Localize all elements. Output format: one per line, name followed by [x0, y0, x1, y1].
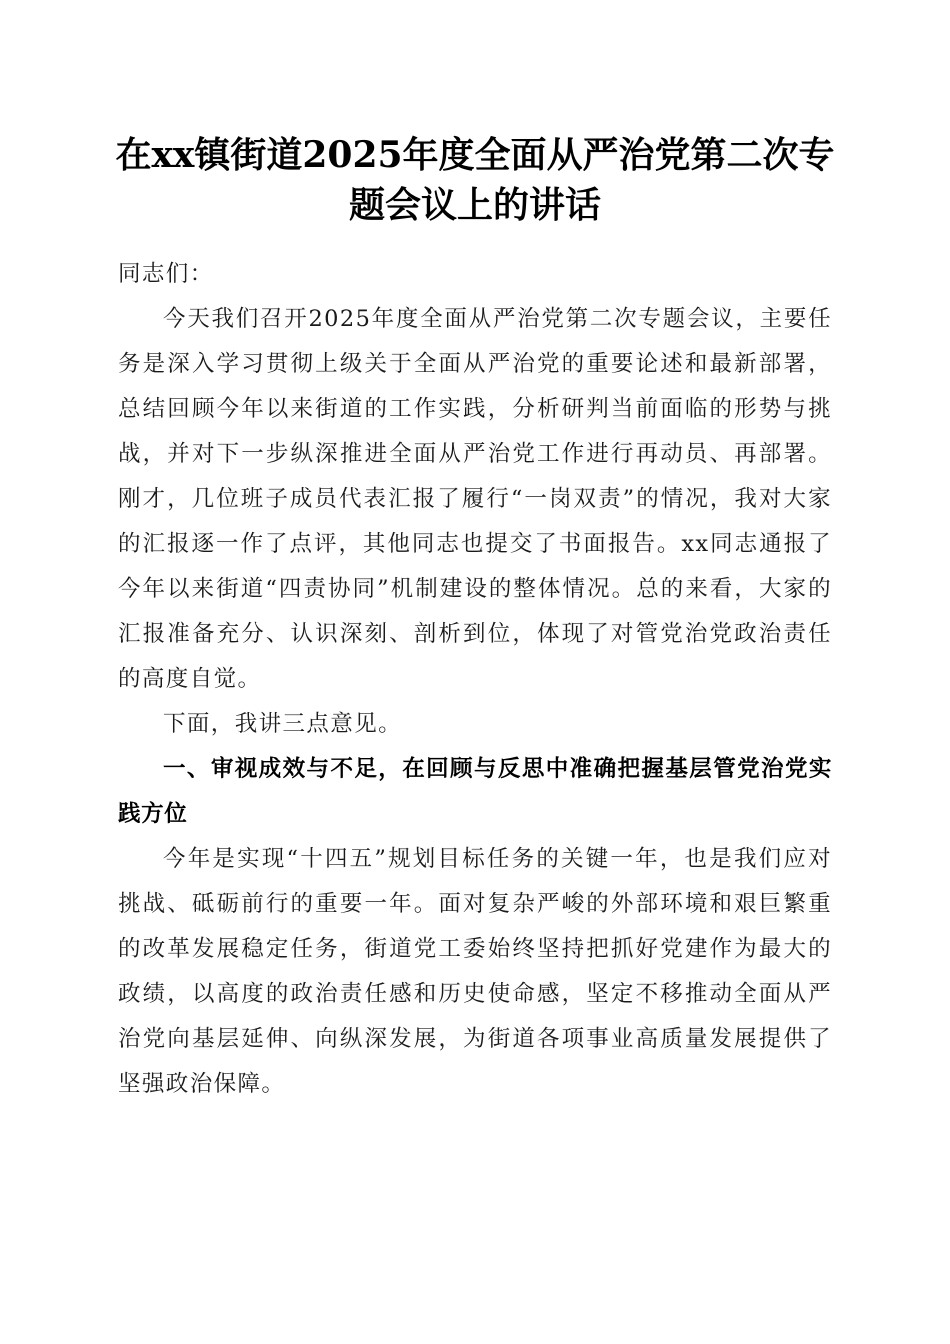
document-title: 在xx镇街道2025年度全面从严治党第二次专题会议上的讲话 [115, 134, 835, 226]
paragraph-section-1: 今年是实现“十四五”规划目标任务的关键一年，也是我们应对挑战、砥砺前行的重要一年。面对复杂严峻的外部环境和艰巨繁重的改革发展稳定任务，街道党工委始终坚持把抓好党建作为最大的政绩，以高度的政治责任感和历史使命感，坚定不移推动全面从严治党向基层延伸、向纵深发展，为街道各项事业高质量发展提供了坚强政治保障。 [118, 846, 832, 1097]
document-body [118, 252, 832, 1107]
paragraph-transition: 下面，我讲三点意见。 [163, 711, 403, 737]
section-heading-1: 一、审视成效与不足，在回顾与反思中准确把握基层管党治党实践方位 [118, 756, 832, 827]
paragraph-opening: 今天我们召开2025年度全面从严治党第二次专题会议，主要任务是深入学习贯彻上级关于全面从严治党的重要论述和最新部署，总结回顾今年以来街道的工作实践，分析研判当前面临的形势与挑战，并对下一步纵深推进全面从严治党工作进行再动员、再部署。刚才，几位班子成员代表汇报了履行“一岗双责”的情况，我对大家的汇报逐一作了点评，其他同志也提交了书面报告。xx同志通报了今年以来街道“四责协同”机制建设的整体情况。总的来看，大家的汇报准备充分、认识深刻、剖析到位，体现了对管党治党政治责任的高度自觉。 [118, 306, 832, 692]
salutation: 同志们： [118, 261, 214, 287]
